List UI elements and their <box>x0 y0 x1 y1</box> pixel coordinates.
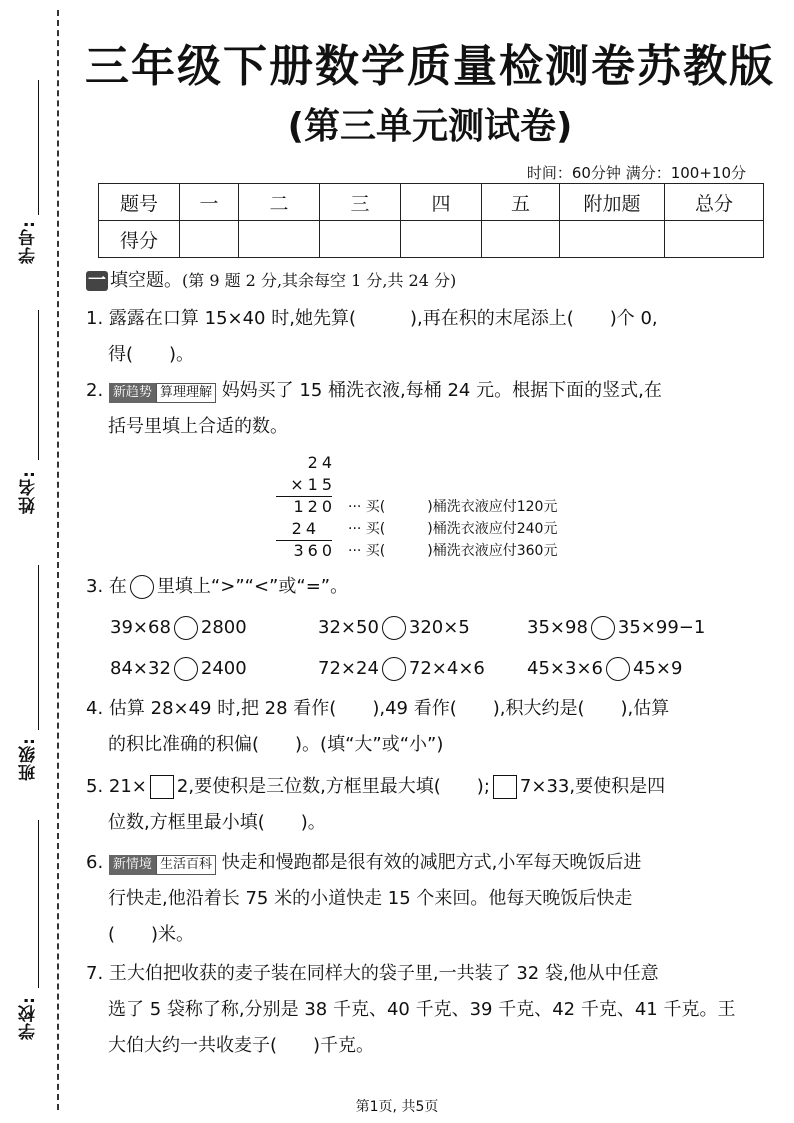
question-2-line: 括号里填上合适的数。 <box>108 416 288 437</box>
section-title: 填空题。 <box>110 270 182 291</box>
compare-answer-circle[interactable] <box>382 657 406 681</box>
question-6-line: 行快走,他沿着长 75 米的小道快走 15 个来回。他每天晚饭后快走 <box>108 888 633 909</box>
section-heading <box>86 266 456 292</box>
compare-item <box>527 616 705 640</box>
compare-right: 45×9 <box>632 658 683 679</box>
score-header-cell: 五 <box>482 184 560 221</box>
page-title: 三年级下册数学质量检测卷苏教版 <box>85 41 775 92</box>
compare-right: 2400 <box>200 658 247 679</box>
section-scoring-note: (第 9 题 2 分,其余每空 1 分,共 24 分) <box>182 271 457 290</box>
compare-right: 320×5 <box>408 617 470 638</box>
class-field[interactable] <box>14 565 44 785</box>
compare-left: 32×50 <box>318 617 379 638</box>
compare-left: 84×32 <box>110 658 171 679</box>
compare-right: 2800 <box>200 617 247 638</box>
question-5-line: 位数,方框里最小填( )。 <box>108 812 326 833</box>
score-table-header-row <box>99 184 764 221</box>
trend-tag: 新趋势 <box>109 383 156 403</box>
compare-item <box>318 657 485 681</box>
compare-right: 35×99−1 <box>617 617 706 638</box>
binding-dashed-line <box>57 10 59 1110</box>
page-subtitle: (第三单元测试卷) <box>287 106 573 147</box>
digit-box[interactable] <box>150 775 174 799</box>
vertical-note: ··· 买( )桶洗衣液应付240元 <box>348 521 558 537</box>
section-number-badge: 一 <box>88 270 106 291</box>
question-7-line: 大伯大约一共收麦子( )千克。 <box>108 1035 375 1056</box>
question-4 <box>86 691 766 763</box>
compare-answer-circle[interactable] <box>591 616 615 640</box>
vertical-row: 24 <box>291 519 320 538</box>
score-cell[interactable] <box>320 221 401 258</box>
question-7 <box>86 956 766 1064</box>
question-5-text: 5. 21× <box>86 776 147 797</box>
question-1 <box>86 301 766 373</box>
compare-left: 72×24 <box>318 658 379 679</box>
compare-left: 39×68 <box>110 617 171 638</box>
score-table-score-row <box>99 221 764 258</box>
compare-item <box>110 657 247 681</box>
class-line <box>38 565 39 730</box>
question-3-instruction: 里填上“>”“<”或“=”。 <box>156 576 349 597</box>
name-field[interactable] <box>14 310 44 520</box>
compare-item <box>318 616 470 640</box>
concept-tag: 算理理解 <box>156 383 216 403</box>
question-3-lead: 3. 在 <box>86 576 127 597</box>
question-6-line: ( )米。 <box>108 924 195 945</box>
question-5-text: 2,要使积是三位数,方框里最大填( ); <box>176 776 490 797</box>
question-7-line: 选了 5 袋称了称,分别是 38 千克、40 千克、39 千克、42 千克、41 千克。王 <box>108 999 736 1020</box>
score-table <box>98 183 764 258</box>
question-6-number: 6. <box>86 852 104 873</box>
score-header-cell: 附加题 <box>560 184 665 221</box>
compare-left: 35×98 <box>527 617 588 638</box>
student-id-line <box>38 80 39 215</box>
name-line <box>38 310 39 460</box>
student-id-label: 学号: <box>19 220 39 264</box>
score-cell[interactable] <box>239 221 320 258</box>
question-4-line: 的积比准确的积偏( )。(填“大”或“小”) <box>108 734 444 755</box>
question-6-line: 快走和慢跑都是很有效的减肥方式,小军每天晚饭后进 <box>221 852 642 873</box>
score-header-cell: 题号 <box>99 184 180 221</box>
score-cell[interactable] <box>560 221 665 258</box>
question-2 <box>86 373 766 445</box>
question-1-line: 1. 露露在口算 15×40 时,她先算( ),再在积的末尾添上( )个 0, <box>86 308 658 329</box>
name-label: 姓名: <box>19 470 39 514</box>
question-7-line: 7. 王大伯把收获的麦子装在同样大的袋子里,一共装了 32 袋,他从中任意 <box>86 963 659 984</box>
digit-box[interactable] <box>493 775 517 799</box>
score-cell[interactable] <box>665 221 764 258</box>
score-header-cell: 二 <box>239 184 320 221</box>
vertical-row: 120 <box>293 497 336 516</box>
question-1-line: 得( )。 <box>108 344 195 365</box>
question-3 <box>86 569 766 605</box>
question-2-number: 2. <box>86 380 104 401</box>
score-row-label: 得分 <box>99 221 180 258</box>
compare-answer-circle[interactable] <box>382 616 406 640</box>
score-cell[interactable] <box>482 221 560 258</box>
question-5-text: 7×33,要使积是四 <box>519 776 666 797</box>
compare-circle-icon <box>130 575 154 599</box>
score-header-cell: 一 <box>180 184 239 221</box>
compare-item <box>110 616 247 640</box>
question-5 <box>86 769 766 841</box>
school-field[interactable] <box>14 820 44 1045</box>
score-header-cell: 总分 <box>665 184 764 221</box>
school-label: 学校: <box>19 996 39 1040</box>
vertical-row: 360 <box>293 541 336 560</box>
question-6 <box>86 845 766 953</box>
score-header-cell: 三 <box>320 184 401 221</box>
score-cell[interactable] <box>180 221 239 258</box>
compare-answer-circle[interactable] <box>174 657 198 681</box>
page-footer: 第1页, 共5页 <box>355 1099 439 1115</box>
school-line <box>38 820 39 988</box>
compare-item <box>527 657 682 681</box>
vertical-note: ··· 买( )桶洗衣液应付360元 <box>348 543 558 559</box>
exam-time-score: 时间：60分钟 满分：100+10分 <box>526 164 746 182</box>
vertical-row: ×15 <box>290 475 336 494</box>
class-label: 班级: <box>19 737 39 781</box>
vertical-row: 24 <box>307 453 336 472</box>
compare-answer-circle[interactable] <box>174 616 198 640</box>
life-tag: 生活百科 <box>156 855 216 875</box>
vertical-note: ··· 买( )桶洗衣液应付120元 <box>348 499 558 515</box>
score-cell[interactable] <box>401 221 482 258</box>
compare-left: 45×3×6 <box>527 658 603 679</box>
question-4-line: 4. 估算 28×49 时,把 28 看作( ),49 看作( ),积大约是( ),估算 <box>86 698 670 719</box>
question-2-line: 妈妈买了 15 桶洗衣液,每桶 24 元。根据下面的竖式,在 <box>221 380 662 401</box>
score-header-cell: 四 <box>401 184 482 221</box>
compare-answer-circle[interactable] <box>606 657 630 681</box>
student-id-field[interactable] <box>14 80 44 265</box>
context-tag: 新情境 <box>109 855 156 875</box>
compare-right: 72×4×6 <box>408 658 485 679</box>
